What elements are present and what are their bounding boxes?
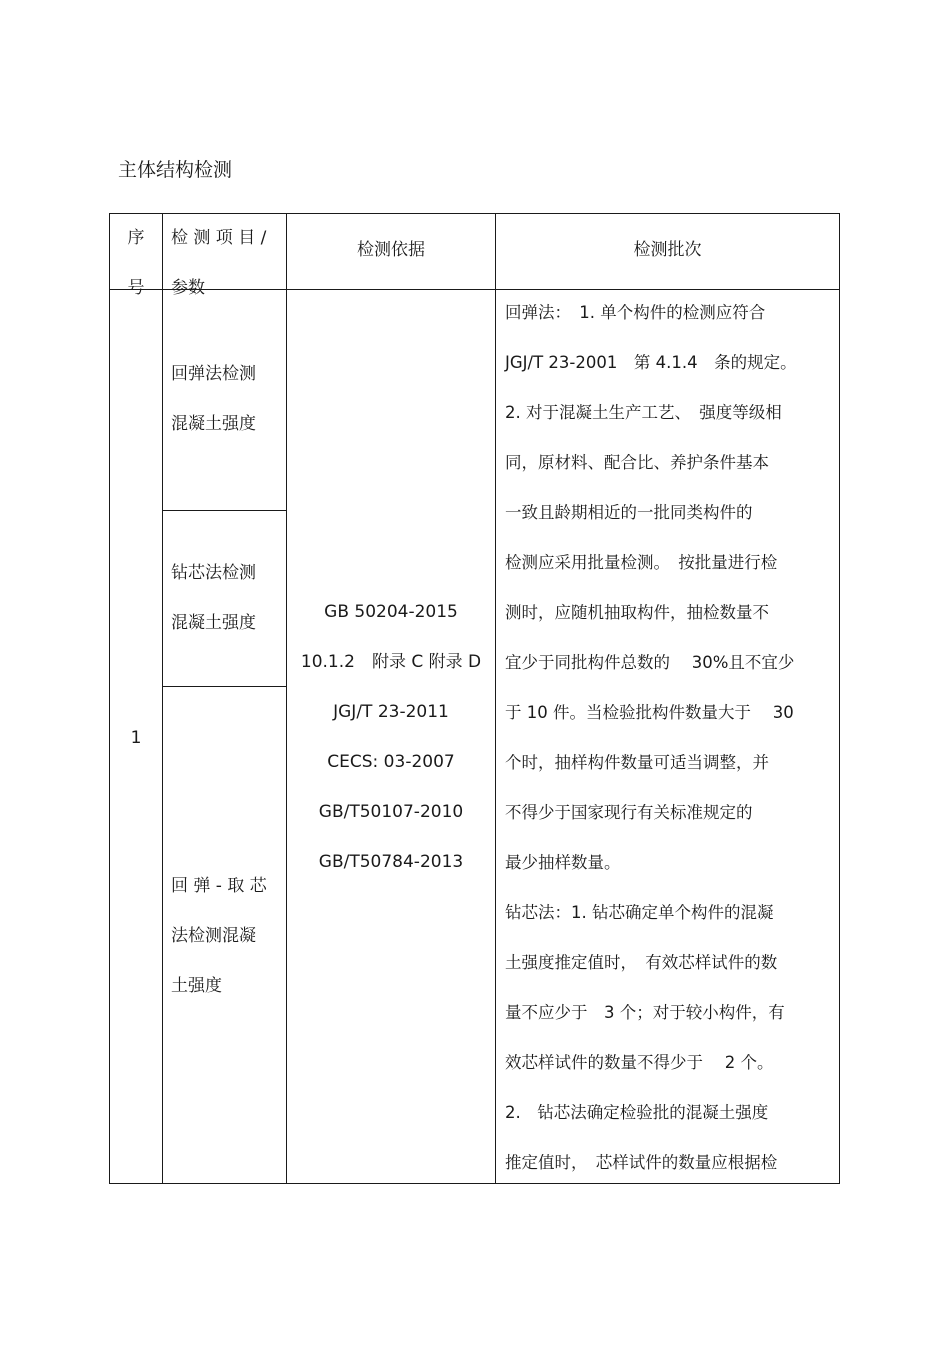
- batch-line: JGJ/T 23-2001 第 4.1.4 条的规定。: [505, 353, 797, 372]
- batch-line: 土强度推定值时， 有效芯样试件的数: [505, 953, 778, 972]
- item-line: 混凝土强度: [171, 613, 256, 633]
- batch-line: 于 10 件。当检验批构件数量大于 30: [505, 703, 794, 722]
- batch-line: 2. 钻芯法确定检验批的混凝土强度: [505, 1103, 769, 1122]
- item-divider-2: [162, 686, 287, 687]
- header-basis: 检测依据: [357, 240, 425, 260]
- batch-line: 同，原材料、配合比、养护条件基本: [505, 453, 769, 472]
- batch-line: 钻芯法：1. 钻芯确定单个构件的混凝: [505, 903, 774, 922]
- item-line: 回弹法检测: [171, 364, 256, 384]
- item-line: 混凝土强度: [171, 414, 256, 434]
- header-item-line1: 检 测 项 目 /: [171, 228, 267, 248]
- basis-line: JGJ/T 23-2011: [333, 702, 449, 722]
- batch-description: [505, 288, 835, 1188]
- item-line: 土强度: [171, 976, 222, 996]
- basis-line: GB/T50107-2010: [318, 802, 464, 822]
- batch-line: 一致且龄期相近的一批同类构件的: [505, 503, 753, 522]
- batch-line: 量不应少于 3 个；对于较小构件，有: [505, 1003, 785, 1022]
- item-line: 法检测混凝: [171, 926, 256, 946]
- header-seq-line2: 号: [127, 278, 145, 298]
- batch-line: 回弹法： 1. 单个构件的检测应符合: [505, 303, 766, 322]
- batch-line: 不得少于国家现行有关标准规定的: [505, 803, 753, 822]
- table-border-top: [109, 213, 840, 214]
- batch-line: 2. 对于混凝土生产工艺、 强度等级相: [505, 403, 782, 422]
- item-line: 钻芯法检测: [171, 563, 256, 583]
- batch-line: 检测应采用批量检测。 按批量进行检: [505, 553, 778, 572]
- row-seq-number: 1: [130, 728, 142, 748]
- item-divider-1: [162, 510, 287, 511]
- table-border-left: [109, 213, 110, 1184]
- header-batch: 检测批次: [633, 240, 702, 260]
- basis-line: CECS: 03-2007: [327, 752, 455, 772]
- batch-line: 个时，抽样构件数量可适当调整，并: [505, 753, 769, 772]
- table-border-right: [839, 213, 840, 1184]
- basis-line: 10.1.2 附录 C 附录 D: [300, 652, 482, 672]
- batch-line: 效芯样试件的数量不得少于 2 个。: [505, 1053, 774, 1072]
- basis-standards: [287, 587, 495, 887]
- batch-line: 测时，应随机抽取构件，抽检数量不: [505, 603, 769, 622]
- basis-line: GB/T50784-2013: [318, 852, 464, 872]
- item-line: 回 弹 - 取 芯: [171, 876, 267, 896]
- page-title: 主体结构检测: [118, 159, 233, 181]
- column-divider-3: [495, 213, 496, 1184]
- batch-line: 宜少于同批构件总数的 30%且不宜少: [505, 653, 795, 672]
- column-divider-1: [162, 213, 163, 1184]
- item-rebound-method: [171, 349, 256, 449]
- header-seq-line1: 序: [127, 228, 145, 248]
- batch-line: 推定值时， 芯样试件的数量应根据检: [505, 1153, 778, 1172]
- item-rebound-core-method: [171, 861, 267, 1011]
- batch-line: 最少抽样数量。: [505, 853, 621, 872]
- header-item-line2: 参数: [171, 278, 205, 298]
- basis-line: GB 50204-2015: [324, 602, 458, 622]
- item-core-drilling-method: [171, 548, 256, 648]
